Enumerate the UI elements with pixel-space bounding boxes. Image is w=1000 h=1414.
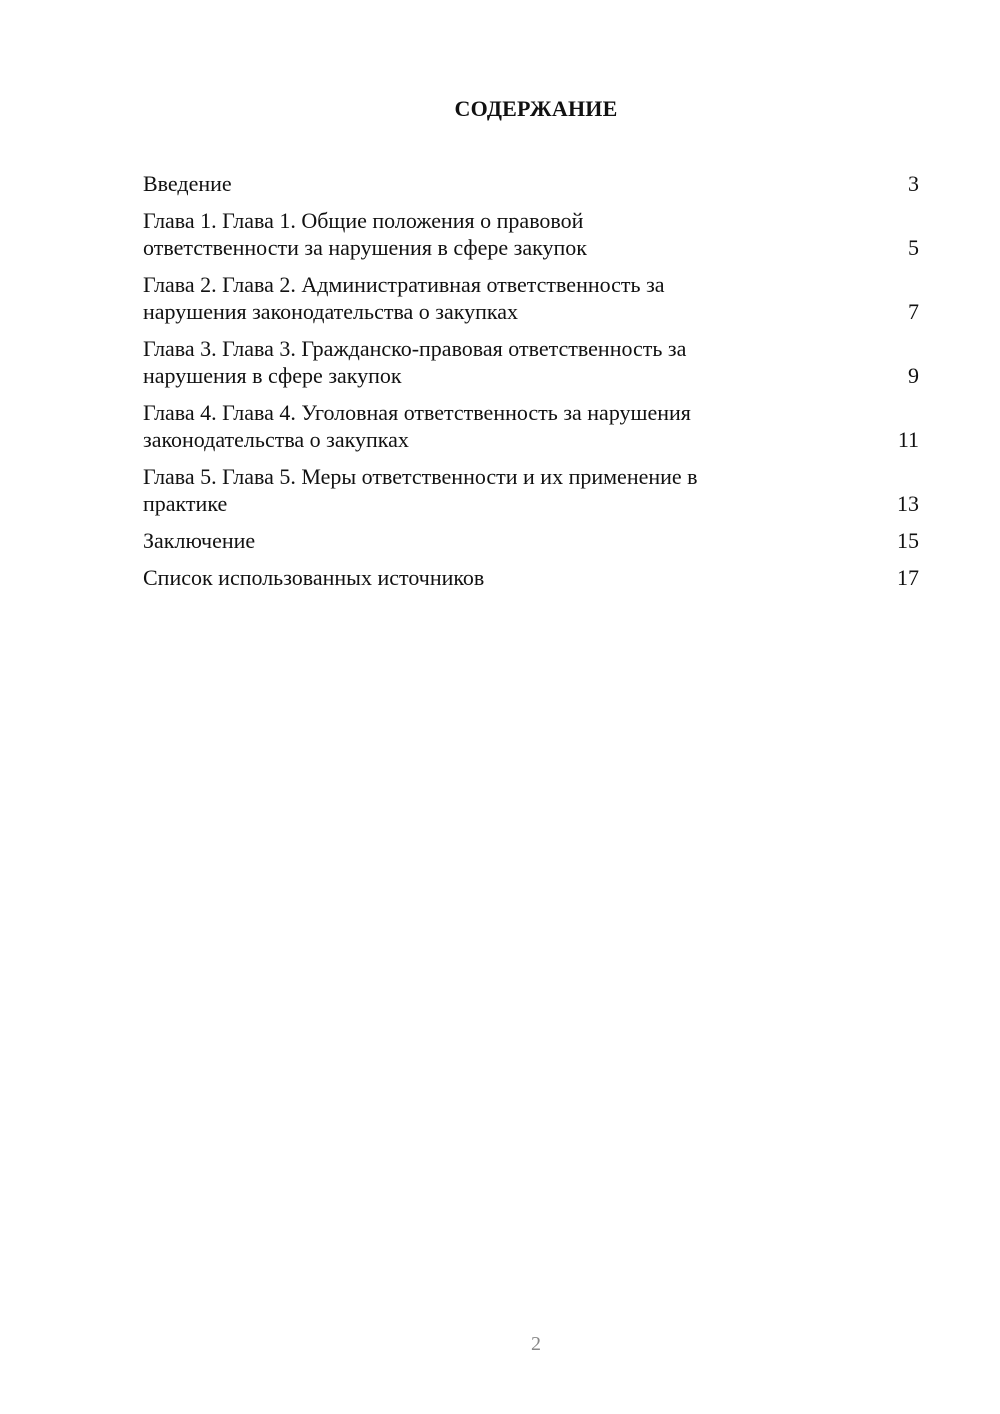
toc-entry-title-line: Список использованных источников	[143, 565, 485, 590]
toc-entry[interactable]	[143, 271, 919, 325]
toc-entry-page: 5	[908, 235, 919, 260]
toc-entry-title-line: ответственности за нарушения в сфере закупок	[143, 235, 587, 260]
toc-entry-title-line: Глава 1. Глава 1. Общие положения о правовой	[143, 208, 584, 233]
toc-entry-title-line: нарушения в сфере закупок	[143, 363, 402, 388]
toc-entry[interactable]	[143, 564, 919, 591]
toc-entry[interactable]	[143, 207, 919, 261]
toc-entry-title-line: Заключение	[143, 528, 256, 553]
toc-entry-page: 11	[897, 427, 919, 452]
toc-entry-page: 13	[897, 491, 919, 516]
table-of-contents	[143, 170, 919, 601]
toc-entry-title-line: Введение	[143, 171, 232, 196]
toc-entry-page: 9	[908, 363, 919, 388]
toc-entry[interactable]	[143, 335, 919, 389]
toc-entry-page: 3	[908, 171, 919, 196]
toc-entry[interactable]	[143, 170, 919, 197]
toc-entry[interactable]	[143, 463, 919, 517]
toc-entry[interactable]	[143, 527, 919, 554]
toc-entry-page: 7	[908, 299, 919, 324]
page-number: 2	[531, 1333, 541, 1355]
toc-entry[interactable]	[143, 399, 919, 453]
toc-entry-title-line: нарушения законодательства о закупках	[143, 299, 519, 324]
toc-entry-title-line: Глава 3. Глава 3. Гражданско-правовая ответственность за	[143, 336, 687, 361]
toc-entry-page: 17	[897, 565, 919, 590]
toc-entry-title-line: практике	[143, 491, 228, 516]
toc-entry-page: 15	[897, 528, 919, 553]
toc-entry-title-line: Глава 2. Глава 2. Административная ответственность за	[143, 272, 665, 297]
toc-entry-title-line: Глава 5. Глава 5. Меры ответственности и их применение в	[143, 464, 698, 489]
toc-entry-title-line: Глава 4. Глава 4. Уголовная ответственность за нарушения	[143, 400, 691, 425]
toc-entry-title-line: законодательства о закупках	[143, 427, 409, 452]
page-title: СОДЕРЖАНИЕ	[454, 96, 618, 121]
